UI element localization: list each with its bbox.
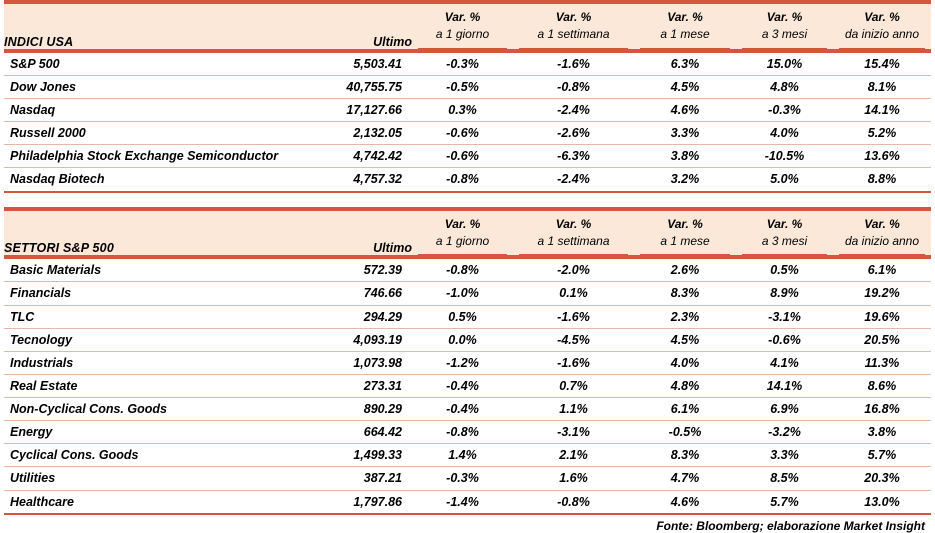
cell-var-1-giorno: -0.8% [412,421,513,444]
cell-var-1-mese: 3.8% [634,145,736,168]
column-header-var-da-inizio-anno [833,3,931,50]
row-label: Dow Jones [4,75,311,98]
row-label: Tecnology [4,328,311,351]
cell-var-da-inizio-anno: 19.6% [833,305,931,328]
source-note: Fonte: Bloomberg; elaborazione Market Insight [656,518,925,533]
cell-var-1-settimana: 1.1% [513,398,634,421]
cell-var-1-mese: 2.6% [634,258,736,282]
table-row [4,421,931,444]
cell-var-1-settimana: -1.6% [513,351,634,374]
row-label: Basic Materials [4,258,311,282]
section-title-settori-sp500: SETTORI S&P 500 [4,210,311,257]
table-indici-usa [4,0,931,193]
cell-var-1-settimana: -2.6% [513,122,634,145]
cell-ultimo: 4,093.19 [311,328,412,351]
column-header-var-label: Var. % [667,216,703,231]
column-header-ultimo: Ultimo [311,3,412,50]
cell-ultimo: 273.31 [311,374,412,397]
cell-var-1-giorno: -0.5% [412,75,513,98]
cell-var-1-settimana: -2.4% [513,99,634,122]
table-row [4,374,931,397]
cell-ultimo: 1,797.86 [311,490,412,514]
row-label: Non-Cyclical Cons. Goods [4,398,311,421]
cell-var-3-mesi: 8.5% [736,467,833,490]
cell-var-da-inizio-anno: 20.5% [833,328,931,351]
cell-var-1-giorno: -0.4% [412,374,513,397]
cell-var-1-settimana: -3.1% [513,421,634,444]
cell-var-1-giorno: -1.4% [412,490,513,514]
cell-var-da-inizio-anno: 8.6% [833,374,931,397]
cell-ultimo: 890.29 [311,398,412,421]
table-row [4,490,931,514]
cell-var-1-mese: 8.3% [634,282,736,305]
cell-var-3-mesi: 4.1% [736,351,833,374]
cell-var-1-giorno: 1.4% [412,444,513,467]
cell-var-da-inizio-anno: 13.6% [833,145,931,168]
column-header-period-label: a 1 mese [640,26,730,48]
cell-var-1-giorno: 0.0% [412,328,513,351]
row-label: Nasdaq [4,99,311,122]
column-header-var-label: Var. % [766,216,803,231]
column-header-var-1-settimana [513,3,634,50]
column-header-period-label: da inizio anno [839,233,925,255]
cell-var-1-mese: 8.3% [634,444,736,467]
cell-var-1-giorno: -0.8% [412,168,513,192]
table-row [4,305,931,328]
cell-var-da-inizio-anno: 13.0% [833,490,931,514]
cell-var-3-mesi: -3.1% [736,305,833,328]
cell-var-1-giorno: -0.8% [412,258,513,282]
cell-var-da-inizio-anno: 3.8% [833,421,931,444]
cell-ultimo: 572.39 [311,258,412,282]
cell-var-da-inizio-anno: 8.1% [833,75,931,98]
cell-var-1-settimana: 1.6% [513,467,634,490]
column-header-var-1-mese [634,210,736,257]
table-row [4,444,931,467]
cell-var-da-inizio-anno: 5.2% [833,122,931,145]
cell-var-1-mese: -0.5% [634,421,736,444]
cell-var-1-giorno: -0.3% [412,467,513,490]
column-header-period-label: a 1 giorno [418,233,507,255]
table-row [4,467,931,490]
row-label: S&P 500 [4,52,311,76]
column-header-ultimo: Ultimo [311,210,412,257]
table-row [4,145,931,168]
cell-ultimo: 40,755.75 [311,75,412,98]
row-label: Russell 2000 [4,122,311,145]
cell-var-da-inizio-anno: 20.3% [833,467,931,490]
table-row [4,52,931,76]
cell-var-da-inizio-anno: 6.1% [833,258,931,282]
cell-var-3-mesi: 5.0% [736,168,833,192]
cell-var-3-mesi: 0.5% [736,258,833,282]
cell-var-da-inizio-anno: 16.8% [833,398,931,421]
cell-var-1-giorno: -0.6% [412,145,513,168]
cell-var-1-settimana: 0.7% [513,374,634,397]
cell-var-1-settimana: 0.1% [513,282,634,305]
column-header-var-label: Var. % [766,10,803,24]
table-row [4,398,931,421]
row-label: Healthcare [4,490,311,514]
row-label: TLC [4,305,311,328]
cell-var-1-mese: 6.1% [634,398,736,421]
cell-var-3-mesi: 5.7% [736,490,833,514]
cell-ultimo: 294.29 [311,305,412,328]
row-label: Cyclical Cons. Goods [4,444,311,467]
cell-var-1-settimana: -4.5% [513,328,634,351]
table-row [4,258,931,282]
table-row [4,75,931,98]
table-row [4,168,931,192]
cell-var-1-giorno: -1.0% [412,282,513,305]
cell-var-3-mesi: -0.3% [736,99,833,122]
cell-var-1-mese: 4.7% [634,467,736,490]
row-label: Industrials [4,351,311,374]
table-row [4,282,931,305]
cell-var-3-mesi: -10.5% [736,145,833,168]
column-header-var-label: Var. % [864,216,900,231]
cell-var-1-mese: 4.5% [634,328,736,351]
table-body-indici-usa [4,52,931,192]
cell-var-1-settimana: -0.8% [513,75,634,98]
column-header-row [4,210,931,257]
column-header-var-3-mesi [736,3,833,50]
column-header-period-label: a 3 mesi [742,26,827,48]
row-label: Energy [4,421,311,444]
column-header-var-label: Var. % [864,10,900,24]
table-header-indici-usa [4,1,931,52]
cell-var-1-mese: 4.0% [634,351,736,374]
table-row [4,328,931,351]
cell-ultimo: 746.66 [311,282,412,305]
cell-var-1-settimana: 2.1% [513,444,634,467]
cell-ultimo: 17,127.66 [311,99,412,122]
cell-ultimo: 1,073.98 [311,351,412,374]
column-header-period-label: a 3 mesi [742,233,827,255]
column-header-var-label: Var. % [667,10,703,24]
column-header-row [4,3,931,50]
cell-ultimo: 4,742.42 [311,145,412,168]
table-row [4,99,931,122]
row-label: Financials [4,282,311,305]
cell-var-3-mesi: 4.8% [736,75,833,98]
column-header-period-label: a 1 settimana [519,233,628,255]
column-header-var-da-inizio-anno [833,210,931,257]
row-label: Philadelphia Stock Exchange Semiconductor [4,145,311,168]
cell-var-1-settimana: -2.0% [513,258,634,282]
cell-var-da-inizio-anno: 5.7% [833,444,931,467]
column-header-var-1-giorno [412,210,513,257]
cell-var-1-mese: 3.2% [634,168,736,192]
column-header-period-label: a 1 settimana [519,26,628,48]
cell-var-1-mese: 4.5% [634,75,736,98]
cell-var-1-mese: 3.3% [634,122,736,145]
cell-var-da-inizio-anno: 11.3% [833,351,931,374]
cell-var-1-settimana: -0.8% [513,490,634,514]
cell-var-3-mesi: 6.9% [736,398,833,421]
table-settori-sp500 [4,207,931,515]
cell-var-3-mesi: -0.6% [736,328,833,351]
row-label: Real Estate [4,374,311,397]
cell-var-3-mesi: 3.3% [736,444,833,467]
cell-var-1-giorno: 0.3% [412,99,513,122]
cell-var-3-mesi: 8.9% [736,282,833,305]
section-title-indici-usa: INDICI USA [4,3,311,50]
cell-var-da-inizio-anno: 19.2% [833,282,931,305]
cell-var-1-mese: 2.3% [634,305,736,328]
cell-var-1-mese: 6.3% [634,52,736,76]
column-header-period-label: a 1 mese [640,233,730,255]
cell-var-3-mesi: -3.2% [736,421,833,444]
column-header-var-1-mese [634,3,736,50]
cell-ultimo: 664.42 [311,421,412,444]
cell-var-1-giorno: 0.5% [412,305,513,328]
table-row [4,351,931,374]
cell-ultimo: 2,132.05 [311,122,412,145]
table-gap [4,193,931,207]
cell-var-da-inizio-anno: 15.4% [833,52,931,76]
cell-var-1-mese: 4.6% [634,490,736,514]
cell-var-da-inizio-anno: 8.8% [833,168,931,192]
cell-var-1-giorno: -1.2% [412,351,513,374]
cell-var-1-settimana: -1.6% [513,52,634,76]
column-header-var-label: Var. % [444,10,481,24]
cell-var-1-giorno: -0.4% [412,398,513,421]
column-header-var-label: Var. % [555,10,592,24]
column-header-period-label: da inizio anno [839,26,925,48]
row-label: Nasdaq Biotech [4,168,311,192]
table-row [4,122,931,145]
cell-var-1-settimana: -2.4% [513,168,634,192]
column-header-var-3-mesi [736,210,833,257]
column-header-var-label: Var. % [444,216,481,231]
cell-var-1-mese: 4.6% [634,99,736,122]
cell-ultimo: 1,499.33 [311,444,412,467]
cell-ultimo: 387.21 [311,467,412,490]
cell-var-da-inizio-anno: 14.1% [833,99,931,122]
column-header-var-1-giorno [412,3,513,50]
cell-ultimo: 5,503.41 [311,52,412,76]
cell-var-3-mesi: 4.0% [736,122,833,145]
column-header-var-label: Var. % [555,216,592,231]
row-label: Utilities [4,467,311,490]
cell-var-3-mesi: 14.1% [736,374,833,397]
cell-var-1-mese: 4.8% [634,374,736,397]
table-body-settori-sp500 [4,258,931,513]
cell-var-1-giorno: -0.3% [412,52,513,76]
column-header-period-label: a 1 giorno [418,26,507,48]
column-header-var-1-settimana [513,210,634,257]
cell-var-1-giorno: -0.6% [412,122,513,145]
cell-var-3-mesi: 15.0% [736,52,833,76]
cell-ultimo: 4,757.32 [311,168,412,192]
cell-var-1-settimana: -1.6% [513,305,634,328]
table-header-settori-sp500 [4,208,931,259]
cell-var-1-settimana: -6.3% [513,145,634,168]
